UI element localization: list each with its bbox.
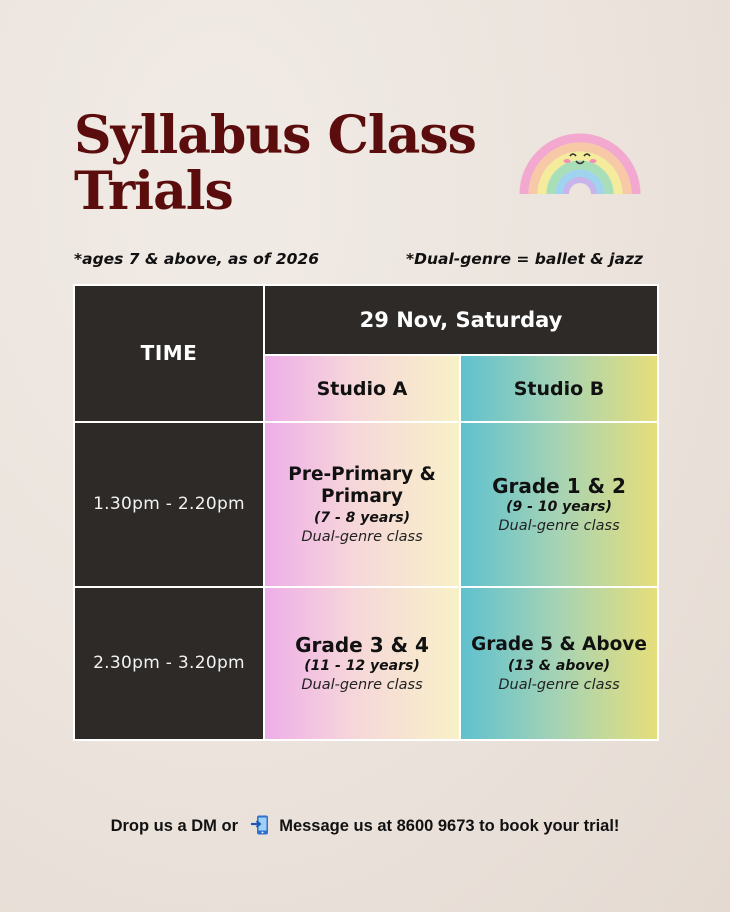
class-cell (460, 422, 658, 587)
class-name: Grade 1 & 2 (492, 473, 626, 498)
class-ages: (13 & above) (508, 657, 610, 674)
schedule-table (73, 284, 659, 741)
class-name: Grade 3 & 4 (295, 632, 429, 657)
genre-note: *Dual-genre = ballet & jazz (406, 250, 644, 268)
class-genre: Dual-genre class (498, 517, 620, 534)
class-ages: (11 - 12 years) (304, 657, 420, 674)
footer-dm-text: Drop us a DM or (110, 817, 239, 835)
class-name: Pre-Primary & Primary (288, 463, 436, 507)
class-ages: (9 - 10 years) (506, 498, 612, 515)
rainbow-icon (518, 120, 642, 200)
class-name: Grade 5 & Above (471, 633, 647, 655)
studio-a-header: Studio A (264, 355, 460, 421)
page-title: Syllabus Class Trials (74, 105, 476, 222)
footer-message-text: Message us at 8600 9673 to book your trial! (279, 817, 620, 835)
time-header: TIME (74, 285, 264, 422)
table-row (74, 587, 658, 740)
date-header: 29 Nov, Saturday (264, 285, 658, 355)
class-genre: Dual-genre class (301, 676, 423, 693)
class-cell (460, 587, 658, 740)
class-genre: Dual-genre class (301, 528, 423, 545)
mobile-phone-arrow-icon (251, 815, 269, 835)
class-cell (264, 587, 460, 740)
table-row (74, 422, 658, 587)
class-ages: (7 - 8 years) (313, 509, 411, 526)
footer-cta (0, 815, 730, 836)
time-slot: 2.30pm - 3.20pm (74, 587, 264, 740)
age-note: *ages 7 & above, as of 2026 (74, 250, 320, 268)
time-slot: 1.30pm - 2.20pm (74, 422, 264, 587)
class-genre: Dual-genre class (498, 676, 620, 693)
studio-b-header: Studio B (460, 355, 658, 421)
class-cell (264, 422, 460, 587)
